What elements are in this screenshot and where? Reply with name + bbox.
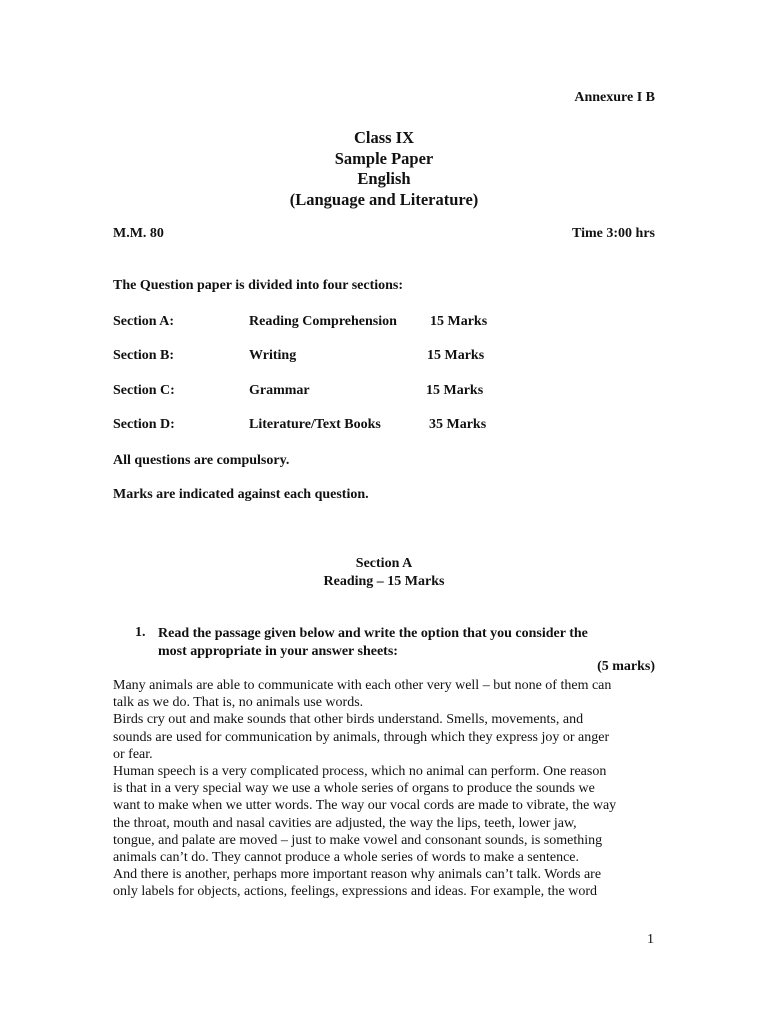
section-a-subheading: Reading – 15 Marks <box>323 573 445 589</box>
sections-intro: The Question paper is divided into four sections: <box>113 278 404 293</box>
section-b-label: Section B: <box>113 348 175 363</box>
title-class: Class IX <box>353 128 415 147</box>
question-1-text <box>158 625 588 660</box>
section-b-marks: 15 Marks <box>427 348 485 363</box>
section-a-label: Section A: <box>113 314 175 329</box>
passage-line: Many animals are able to communicate with each other very well – but none of them can <box>113 678 612 693</box>
title-sample-paper: Sample Paper <box>334 148 434 168</box>
section-b-name: Writing <box>249 348 297 363</box>
section-c-marks: 15 Marks <box>426 383 484 398</box>
passage-line: or fear. <box>113 746 153 762</box>
question-1-marks: (5 marks) <box>597 659 655 674</box>
title-subject: English <box>357 169 411 188</box>
time-allowed: Time 3:00 hrs <box>572 226 655 241</box>
section-d-name: Literature/Text Books <box>249 417 381 432</box>
passage-line: only labels for objects, actions, feelings, expressions and ideas. For example, the word <box>113 884 598 900</box>
passage-line: talk as we do. That is, no animals use words. <box>113 695 364 711</box>
section-d-label: Section D: <box>113 417 175 432</box>
section-c-label: Section C: <box>113 383 175 398</box>
passage-line: animals can’t do. They cannot produce a whole series of words to make a sentence. <box>113 850 579 866</box>
passage-line: tongue, and palate are moved – just to make vowel and consonant sounds, is something <box>113 832 603 848</box>
question-1-line-2: most appropriate in your answer sheets: <box>158 643 398 659</box>
section-a-name: Reading Comprehension <box>249 314 397 329</box>
passage-line: the throat, mouth and nasal cavities are adjusted, the way the lips, teeth, lower jaw, <box>113 815 577 831</box>
passage-line: is that in a very special way we use a whole series of organs to produce the sounds we <box>113 781 595 797</box>
passage-line: Birds cry out and make sounds that other birds understand. Smells, movements, and <box>113 712 584 728</box>
passage-line: sounds are used for communication by animals, through which they express joy or anger <box>113 729 610 745</box>
annexure-label: Annexure I B <box>574 90 655 105</box>
passage-line: want to make when we utter words. The way our vocal cords are made to vibrate, the way <box>113 798 617 814</box>
section-a-heading: Section A <box>355 556 413 571</box>
paper-title <box>0 128 768 210</box>
passage-line: And there is another, perhaps more important reason why animals can’t talk. Words are <box>113 867 602 883</box>
section-d-marks: 35 Marks <box>429 417 487 432</box>
instruction-marks: Marks are indicated against each question. <box>113 487 369 502</box>
title-subtitle: (Language and Literature) <box>289 189 479 209</box>
max-marks: M.M. 80 <box>113 226 164 241</box>
passage-line: Human speech is a very complicated process, which no animal can perform. One reason <box>113 764 607 780</box>
reading-passage <box>113 677 658 901</box>
instruction-compulsory: All questions are compulsory. <box>113 453 290 468</box>
section-c-name: Grammar <box>249 383 310 398</box>
section-a-heading-block <box>0 555 768 590</box>
question-1-number: 1. <box>135 625 146 640</box>
page-number: 1 <box>647 932 654 947</box>
section-a-marks: 15 Marks <box>430 314 488 329</box>
question-1-line-1: Read the passage given below and write the option that you consider the <box>158 626 588 641</box>
